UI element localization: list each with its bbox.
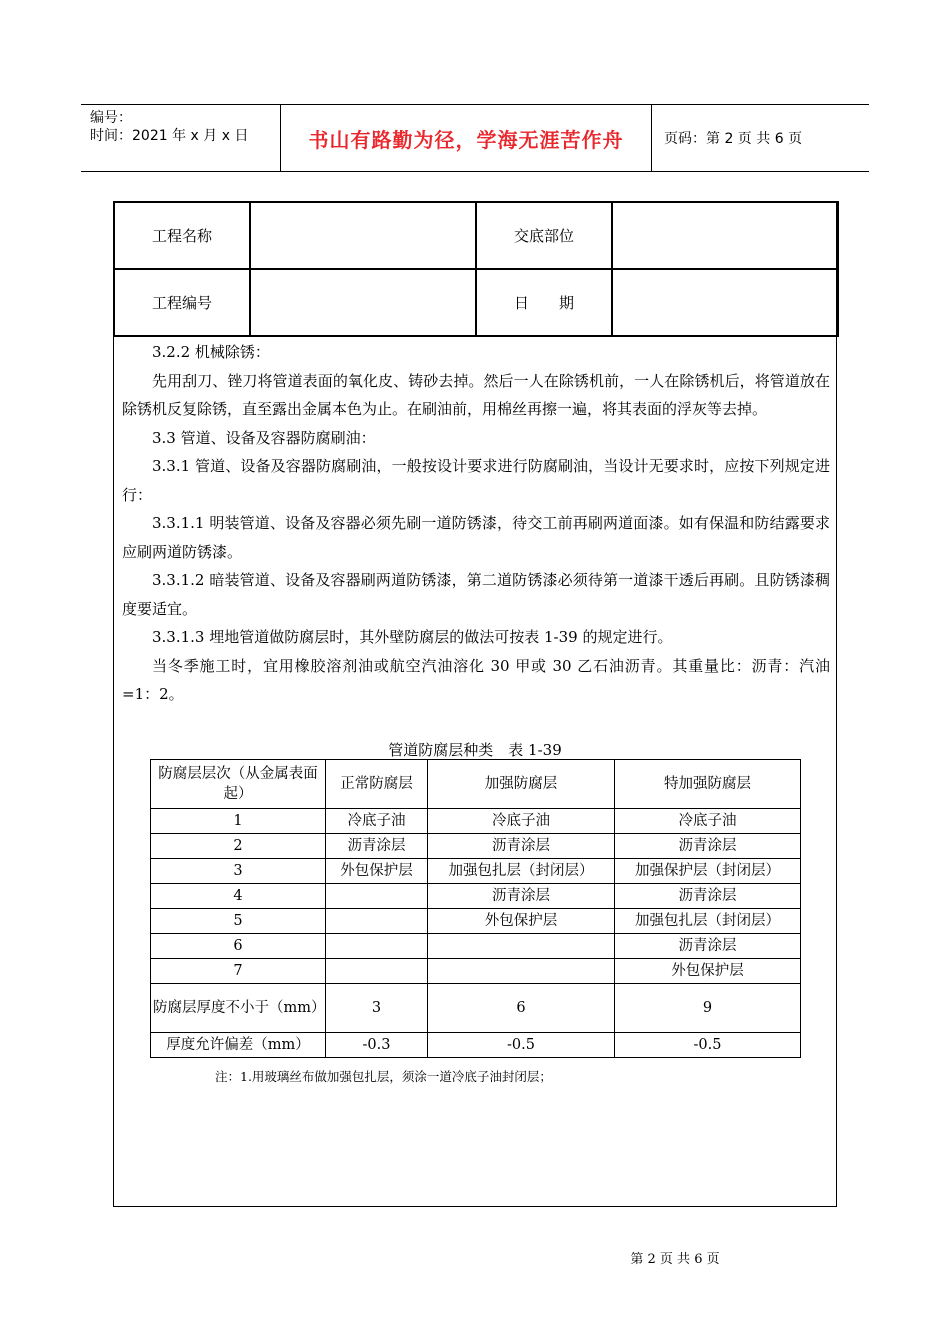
date-label: 日 期: [476, 269, 612, 336]
project-name-field[interactable]: [250, 202, 476, 269]
paragraph: 3.2.2 机械除锈：: [152, 343, 270, 361]
header-meta: [90, 109, 280, 145]
table-cell: 沥青涂层: [615, 884, 801, 909]
table-cell: 沥青涂层: [428, 884, 615, 909]
table-cell: 沥青涂层: [615, 834, 801, 859]
location-label: 交底部位: [476, 202, 612, 269]
table-cell: 沥青涂层: [428, 834, 615, 859]
header-divider: [651, 105, 652, 171]
table-cell: -0.5: [615, 1033, 801, 1058]
table-cell: 7: [151, 959, 326, 984]
table-cell: 3: [326, 984, 428, 1033]
table-cell: -0.3: [326, 1033, 428, 1058]
table-note: 注：1.用玻璃丝布做加强包扎层，须涂一道冷底子油封闭层；: [215, 1069, 552, 1084]
table-row: [151, 834, 801, 859]
table-row: [151, 809, 801, 834]
table-cell: 6: [428, 984, 615, 1033]
table-cell: 3: [151, 859, 326, 884]
header-cell: 防腐层层次（从金属表面起）: [151, 760, 326, 809]
project-info-table: [113, 201, 839, 337]
header-page-info: 页码：第 2 页 共 6 页: [664, 131, 803, 147]
table-cell: 外包保护层: [615, 959, 801, 984]
project-number-field[interactable]: [250, 269, 476, 336]
table-cell: 厚度允许偏差（mm）: [151, 1033, 326, 1058]
table-cell: 冷底子油: [326, 809, 428, 834]
info-row: [114, 269, 838, 336]
paragraph: 3.3.1.3 埋地管道做防腐层时，其外壁防腐层的做法可按表 1-39 的规定进行。: [152, 628, 673, 646]
table-row: [151, 909, 801, 934]
table-row: [151, 959, 801, 984]
page-footer: 第 2 页 共 6 页: [630, 1252, 720, 1267]
coating-table: [150, 759, 801, 1058]
table-row: [151, 859, 801, 884]
table-cell: [326, 884, 428, 909]
project-name-label: 工程名称: [114, 202, 250, 269]
paragraph: 3.3.1.1 明装管道、设备及容器必须先刷一道防锈漆，待交工前再刷两道面漆。如有保温和防结露要求应刷两道防锈漆。: [122, 514, 830, 561]
table-cell: 冷底子油: [428, 809, 615, 834]
header-cell: 特加强防腐层: [615, 760, 801, 809]
location-field[interactable]: [612, 202, 838, 269]
table-cell: 4: [151, 884, 326, 909]
table-caption: 管道防腐层种类 表 1-39: [388, 741, 562, 759]
project-number-label: 工程编号: [114, 269, 250, 336]
paragraph: 3.3.1.2 暗装管道、设备及容器刷两道防锈漆，第二道防锈漆必须待第一道漆干透后再刷。且防锈漆稠度要适宜。: [122, 571, 830, 618]
table-cell: 沥青涂层: [326, 834, 428, 859]
number-label: 编号：: [90, 110, 132, 126]
table-cell: 5: [151, 909, 326, 934]
table-cell: [326, 959, 428, 984]
paragraph: 3.3.1 管道、设备及容器防腐刷油，一般按设计要求进行防腐刷油，当设计无要求时，应按下列规定进行：: [122, 457, 830, 504]
page-header: [81, 104, 869, 172]
table-cell: 加强包扎层（封闭层）: [428, 859, 615, 884]
table-cell: -0.5: [428, 1033, 615, 1058]
table-cell: [326, 934, 428, 959]
table-cell: 6: [151, 934, 326, 959]
table-cell: 加强保护层（封闭层）: [615, 859, 801, 884]
date-field[interactable]: [612, 269, 838, 336]
table-cell: [428, 934, 615, 959]
table-cell: 2: [151, 834, 326, 859]
table-cell: [326, 909, 428, 934]
header-motto: 书山有路勤为径，学海无涯苦作舟: [308, 127, 624, 152]
table-cell: 沥青涂层: [615, 934, 801, 959]
table-cell: 冷底子油: [615, 809, 801, 834]
table-cell: 加强包扎层（封闭层）: [615, 909, 801, 934]
paragraph: 当冬季施工时，宜用橡胶溶剂油或航空汽油溶化 30 甲或 30 乙石油沥青。其重量比：沥青：汽油=1：2。: [122, 656, 830, 703]
table-cell: 外包保护层: [326, 859, 428, 884]
table-header-row: [151, 760, 801, 809]
time-label: 时间：2021 年 x 月 x 日: [90, 128, 249, 144]
paragraph: 3.3 管道、设备及容器防腐刷油：: [152, 428, 376, 447]
header-cell: 正常防腐层: [326, 760, 428, 809]
table-row: [151, 884, 801, 909]
table-cell: 9: [615, 984, 801, 1033]
info-row: [114, 202, 838, 269]
table-cell: 1: [151, 809, 326, 834]
header-cell: 加强防腐层: [428, 760, 615, 809]
tolerance-row: [151, 1033, 801, 1058]
table-cell: 防腐层厚度不小于（mm）: [151, 984, 326, 1033]
table-cell: [428, 959, 615, 984]
table-row: [151, 934, 801, 959]
body-text: [122, 338, 830, 709]
thickness-row: [151, 984, 801, 1033]
table-cell: 外包保护层: [428, 909, 615, 934]
paragraph: 先用刮刀、锉刀将管道表面的氧化皮、铸砂去掉。然后一人在除锈机前，一人在除锈机后，将管道放在除锈机反复除锈，直至露出金属本色为止。在刷油前，用棉丝再擦一遍，将其表面的浮灰等去掉。: [122, 371, 830, 418]
